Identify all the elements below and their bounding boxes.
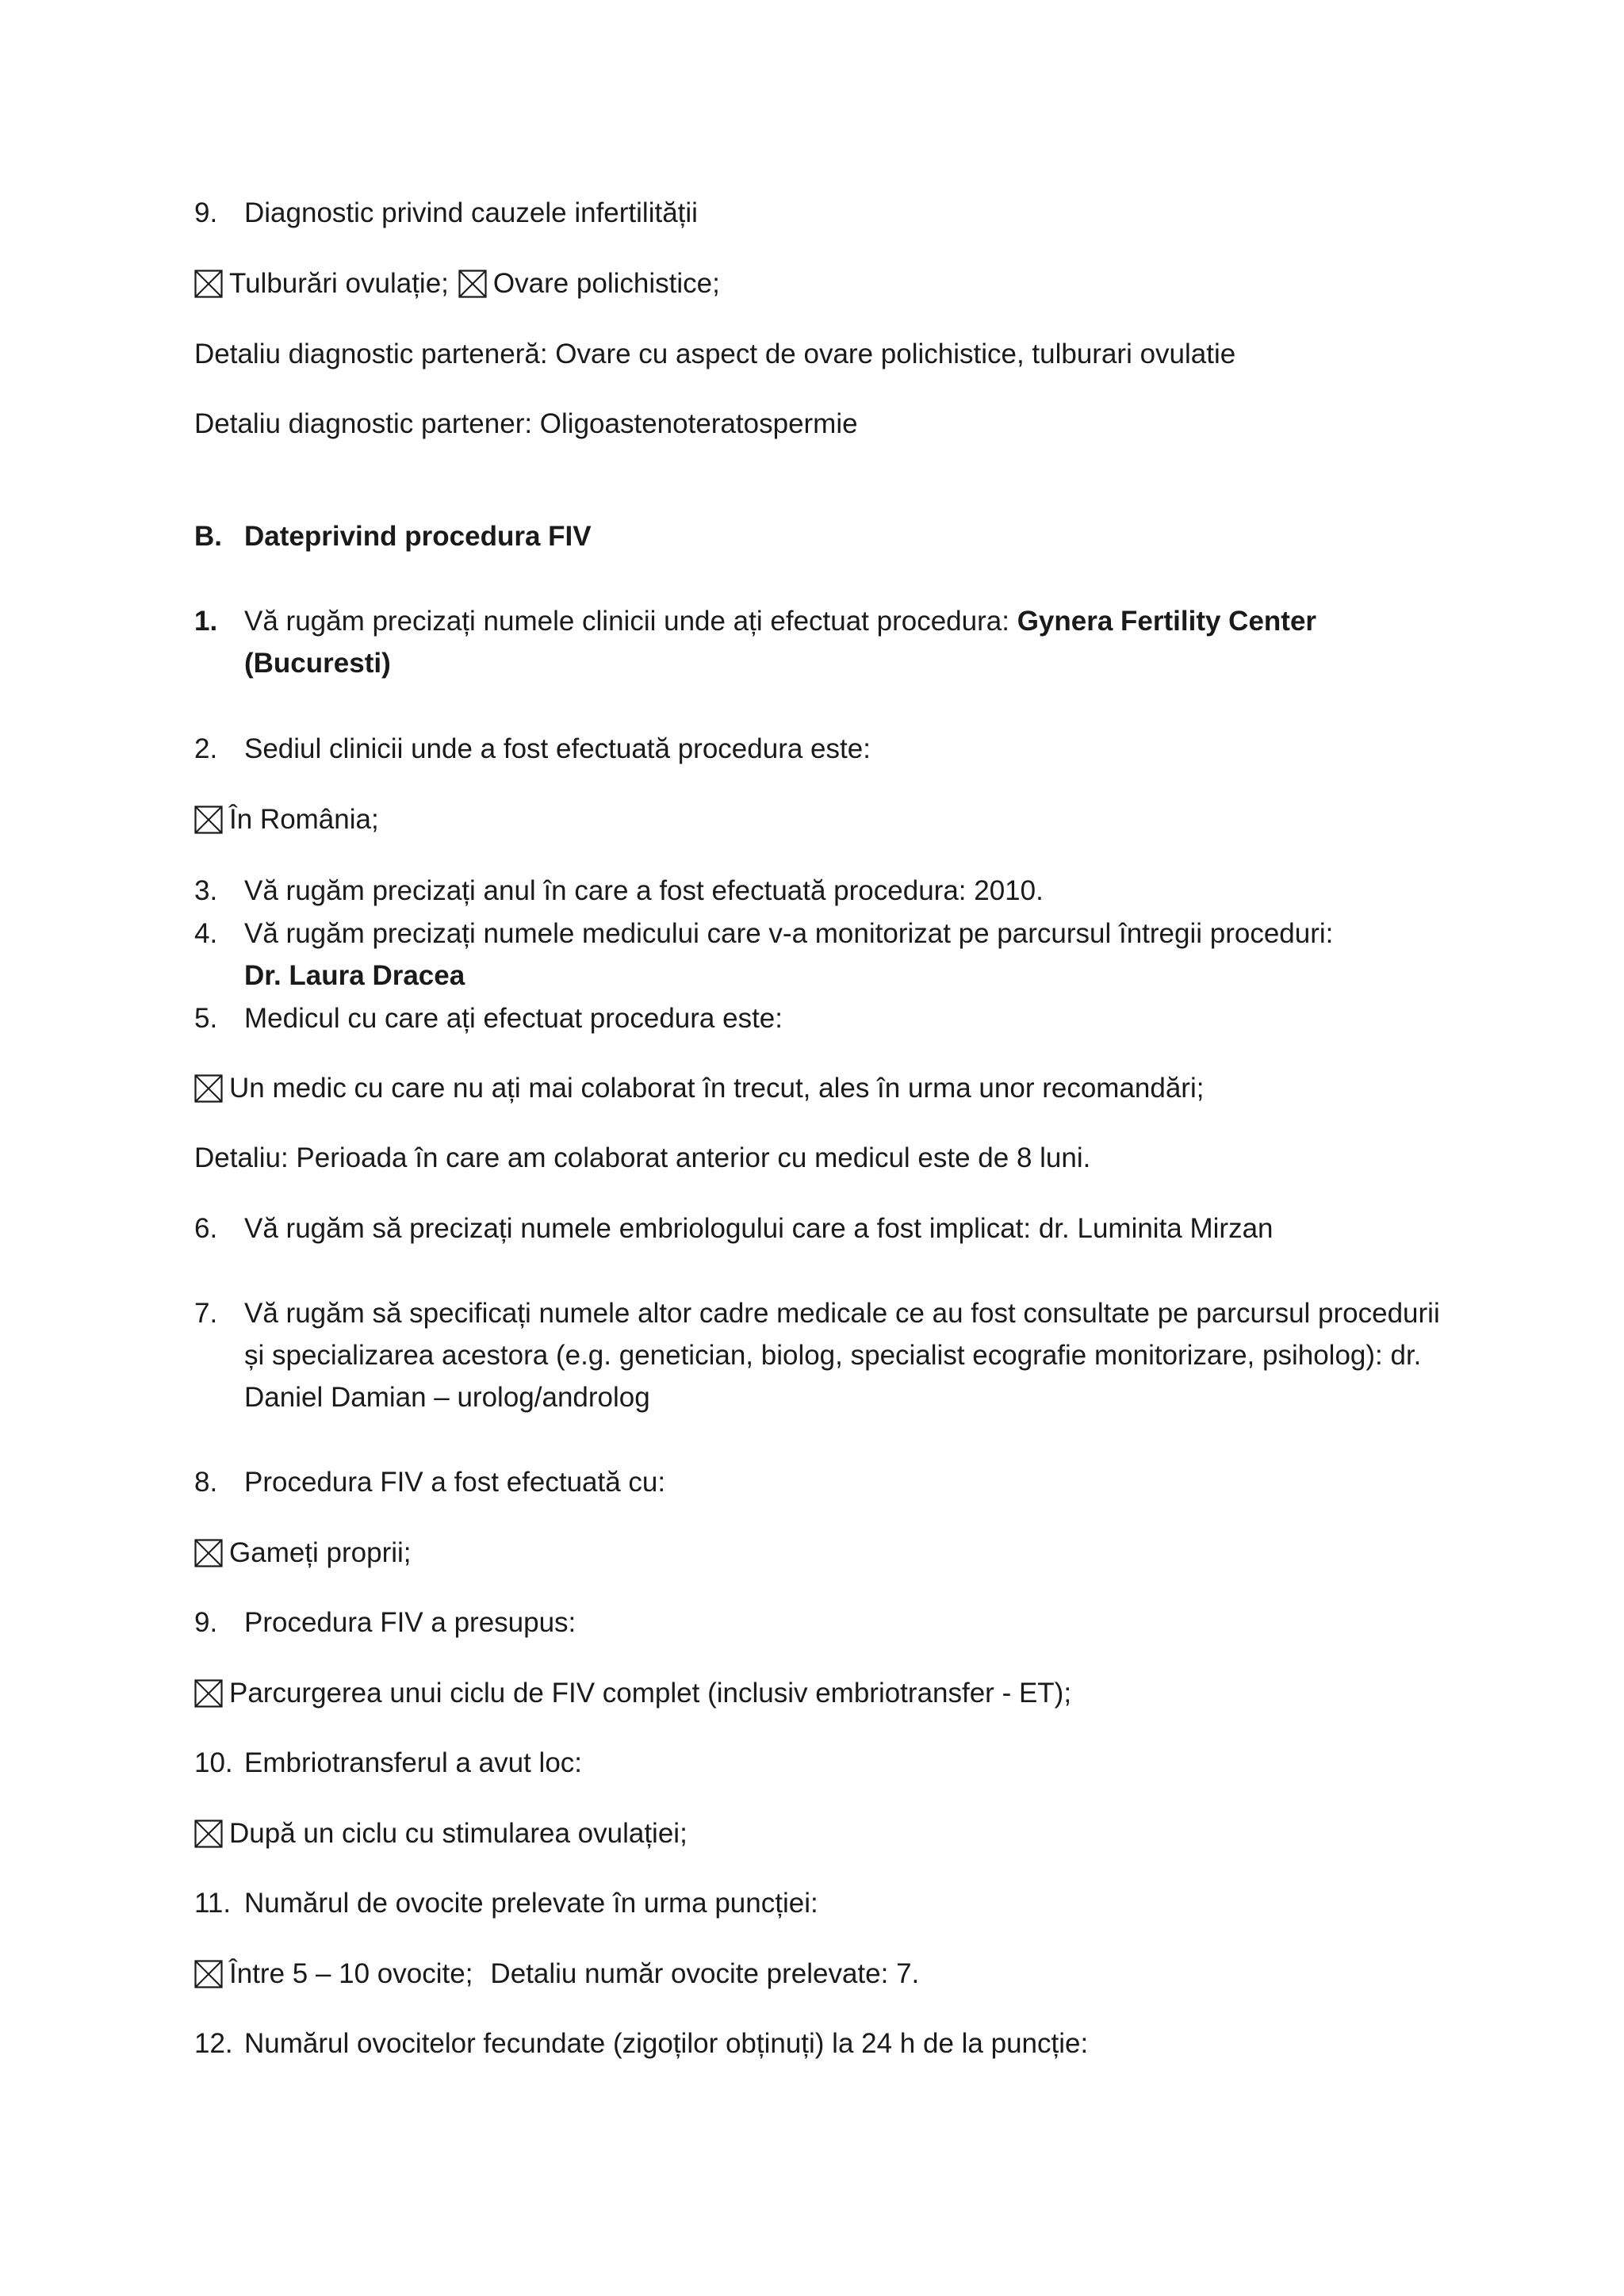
item-text: Procedura FIV a fost efectuată cu: xyxy=(244,1467,666,1498)
item-number: 11. xyxy=(194,1888,232,1919)
checkbox-label: Tulburări ovulație; xyxy=(229,268,449,299)
item-number: 9. xyxy=(194,197,218,228)
item-number: 8. xyxy=(194,1467,218,1498)
section-letter: B. xyxy=(194,521,222,552)
item-number: 12. xyxy=(194,2028,233,2059)
q10-checkbox-row xyxy=(194,1812,688,1854)
checked-box-icon[interactable] xyxy=(458,270,487,298)
checked-box-icon[interactable] xyxy=(194,1960,223,1988)
item-text-line1: Vă rugăm să specificați numele altor cadre medicale ce au fost consultate pe parcursul procedurii xyxy=(244,1298,1440,1329)
q11-detail: Detaliu număr ovocite prelevate: 7. xyxy=(490,1958,920,1989)
clinic-city: (Bucuresti) xyxy=(244,648,391,679)
item-number: 3. xyxy=(194,875,218,906)
q2-checkbox-row xyxy=(194,798,379,840)
q5-detail: Detaliu: Perioada în care am colaborat anterior cu medicul este de 8 luni. xyxy=(194,1142,1091,1173)
checked-box-icon[interactable] xyxy=(194,270,223,298)
checked-box-icon[interactable] xyxy=(194,1820,223,1848)
clinic-name: Gynera Fertility Center xyxy=(1017,606,1317,637)
item-text: Vă rugăm precizați numele medicului care v-a monitorizat pe parcursul întregii proceduri: xyxy=(244,918,1334,949)
diagnostic-checkboxes xyxy=(194,262,720,304)
detail-partenera: Detaliu diagnostic parteneră: Ovare cu aspect de ovare polichistice, tulburari ovulatie xyxy=(194,339,1236,369)
item-text: Diagnostic privind cauzele infertilității xyxy=(244,197,698,228)
checkbox-label: În România; xyxy=(229,804,379,835)
item-text: Embriotransferul a avut loc: xyxy=(244,1747,583,1778)
checkbox-label: Ovare polichistice; xyxy=(492,268,720,299)
checkbox-label: După un ciclu cu stimularea ovulației; xyxy=(229,1818,688,1849)
checkbox-label: Parcurgerea unui ciclu de FIV complet (inclusiv embriotransfer - ET); xyxy=(229,1678,1072,1709)
checked-box-icon[interactable] xyxy=(194,1074,223,1103)
item-text: Vă rugăm să precizați numele embriologului care a fost implicat: dr. Luminita Mirzan xyxy=(244,1213,1274,1244)
item-text: Sediul clinicii unde a fost efectuată procedura este: xyxy=(244,733,871,764)
checkbox-label: Un medic cu care nu ați mai colaborat în trecut, ales în urma unor recomandări; xyxy=(229,1073,1205,1104)
item-text: Vă rugăm precizați anul în care a fost efectuată procedura: 2010. xyxy=(244,875,1044,906)
detail-partener: Detaliu diagnostic partener: Oligoastenoteratospermie xyxy=(194,408,858,439)
item-number: 1. xyxy=(194,606,218,637)
item-number: 6. xyxy=(194,1213,218,1244)
item-number: 2. xyxy=(194,733,218,764)
item-number: 7. xyxy=(194,1298,218,1329)
section-title: Dateprivind procedura FIV xyxy=(244,521,592,552)
q9-checkbox-row xyxy=(194,1672,1071,1714)
checkbox-label: Gameți proprii; xyxy=(229,1537,412,1568)
checkbox-label: Între 5 – 10 ovocite; xyxy=(229,1958,473,1989)
item-number: 5. xyxy=(194,1003,218,1034)
item-text: Numărul de ovocite prelevate în urma puncției: xyxy=(244,1888,818,1919)
item-text-line2: și specializarea acestora (e.g. genetician, biolog, specialist ecografie monitorizare, psiholog): dr. xyxy=(244,1340,1422,1371)
item-text: Numărul ovocitelor fecundate (zigoților obținuți) la 24 h de la puncție: xyxy=(244,2028,1089,2059)
q8-checkbox-row xyxy=(194,1532,412,1574)
item-number: 10. xyxy=(194,1747,233,1778)
item-text-line3: Daniel Damian – urolog/androlog xyxy=(244,1382,650,1413)
item-text: Procedura FIV a presupus: xyxy=(244,1607,576,1638)
checked-box-icon[interactable] xyxy=(194,1539,223,1567)
doctor-name: Dr. Laura Dracea xyxy=(244,960,465,991)
checked-box-icon[interactable] xyxy=(194,1679,223,1708)
checked-box-icon[interactable] xyxy=(194,806,223,834)
q11-checkbox-row xyxy=(194,1953,919,1995)
item-number: 4. xyxy=(194,918,218,949)
item-number: 9. xyxy=(194,1607,218,1638)
q5-checkbox-row xyxy=(194,1067,1204,1109)
item-text: Vă rugăm precizați numele clinicii unde ați efectuat procedura: xyxy=(244,606,1017,637)
item-text: Medicul cu care ați efectuat procedura este: xyxy=(244,1003,783,1034)
